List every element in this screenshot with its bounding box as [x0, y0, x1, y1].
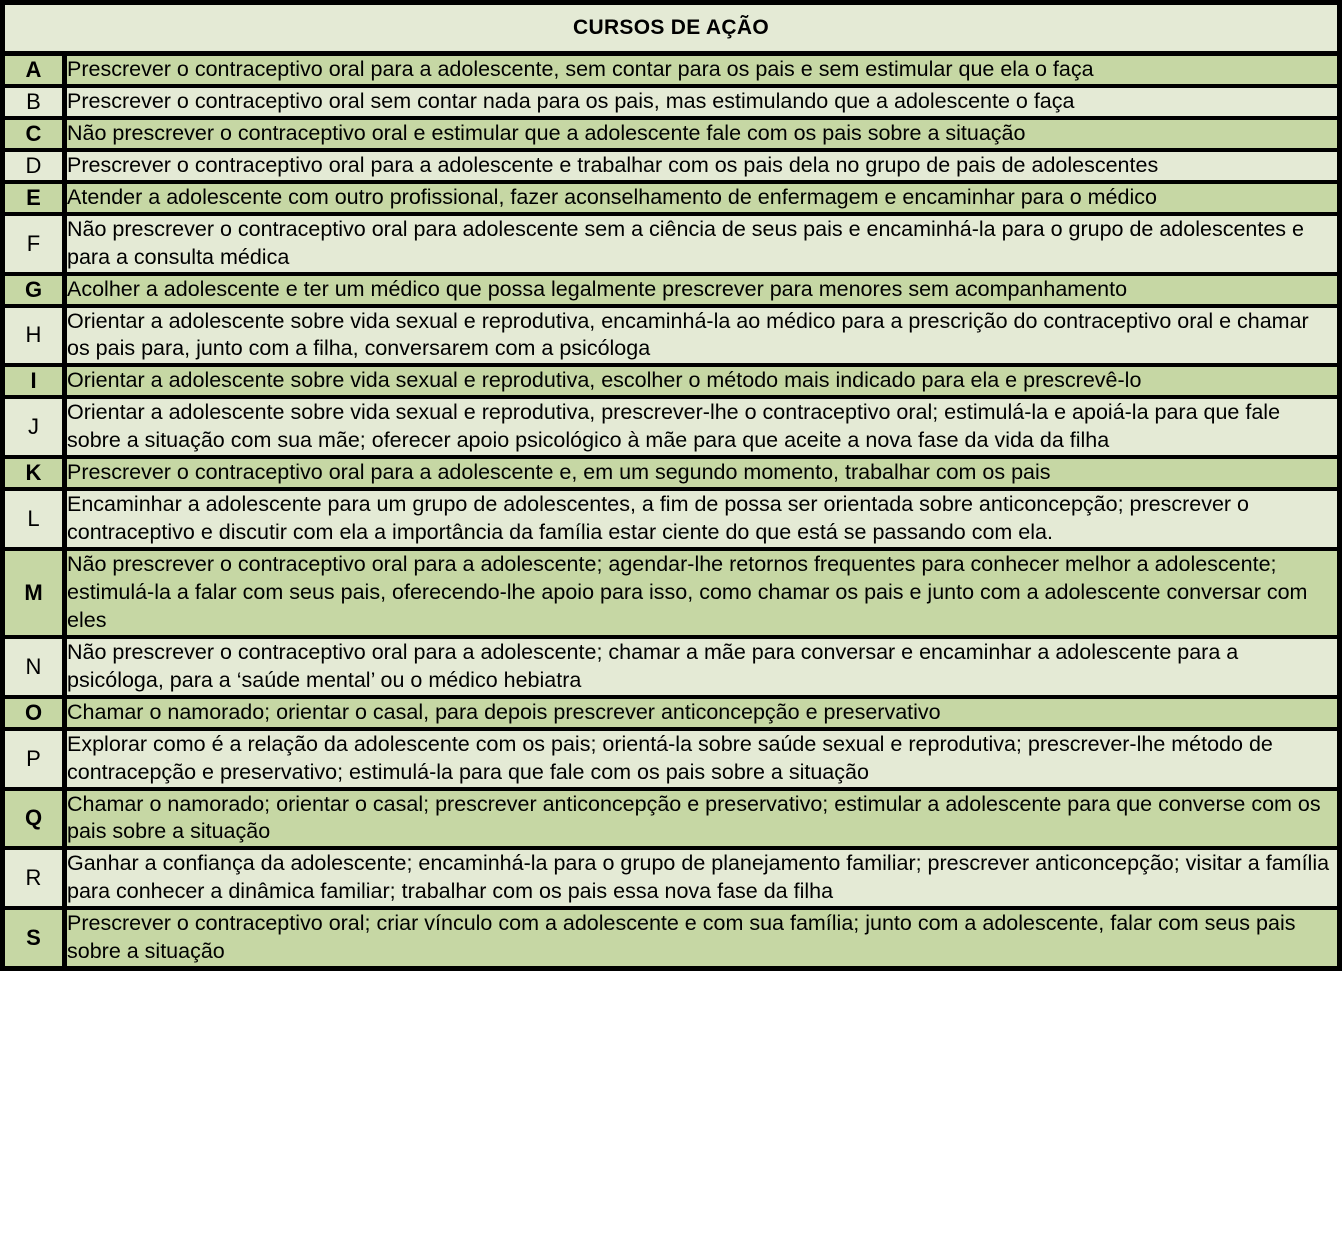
row-description: Orientar a adolescente sobre vida sexual e reprodutiva, escolher o método mais indicado para ela e prescrevê-lo [65, 365, 1340, 397]
table-row [3, 789, 1340, 849]
table-row [3, 365, 1340, 397]
row-description: Prescrever o contraceptivo oral para a adolescente e trabalhar com os pais dela no grupo de pais de adolescentes [65, 150, 1340, 182]
row-letter: E [3, 182, 65, 214]
row-letter: B [3, 86, 65, 118]
table-title: CURSOS DE AÇÃO [3, 3, 1340, 54]
row-description: Não prescrever o contraceptivo oral para a adolescente; chamar a mãe para conversar e encaminhar a adolescente para a psicóloga, para a ‘saúde mental’ ou o médico hebiatra [65, 637, 1340, 697]
row-letter: P [3, 729, 65, 789]
table-row [3, 908, 1340, 968]
table-row [3, 549, 1340, 637]
table-header-row [3, 3, 1340, 54]
row-letter: S [3, 908, 65, 968]
table-row [3, 54, 1340, 86]
row-letter: F [3, 214, 65, 274]
row-letter: D [3, 150, 65, 182]
table-row [3, 150, 1340, 182]
row-letter: K [3, 457, 65, 489]
table-body [3, 54, 1340, 969]
row-description: Orientar a adolescente sobre vida sexual e reprodutiva, prescrever-lhe o contraceptivo oral; estimulá-la e apoiá-la para que fale sobre a situação com sua mãe; oferecer apoio psicológico à mãe para que aceite a nova fase da vida da filha [65, 397, 1340, 457]
row-letter: I [3, 365, 65, 397]
table-row [3, 697, 1340, 729]
row-letter: O [3, 697, 65, 729]
table-row [3, 729, 1340, 789]
row-description: Acolher a adolescente e ter um médico que possa legalmente prescrever para menores sem acompanhamento [65, 274, 1340, 306]
row-letter: C [3, 118, 65, 150]
table-row [3, 86, 1340, 118]
row-description: Explorar como é a relação da adolescente com os pais; orientá-la sobre saúde sexual e reprodutiva; prescrever-lhe método de contracepção e preservativo; estimulá-la para que fale com os pais sobre a situação [65, 729, 1340, 789]
row-letter: A [3, 54, 65, 86]
row-description: Ganhar a confiança da adolescente; encaminhá-la para o grupo de planejamento familiar; prescrever anticoncepção; visitar a família para conhecer a dinâmica familiar; trabalhar com os pais essa nova fase da filha [65, 848, 1340, 908]
row-description: Chamar o namorado; orientar o casal, para depois prescrever anticoncepção e preservativo [65, 697, 1340, 729]
row-description: Encaminhar a adolescente para um grupo de adolescentes, a fim de possa ser orientada sobre anticoncepção; prescrever o contraceptivo e discutir com ela a importância da família estar ciente do que está se passando com ela. [65, 489, 1340, 549]
row-description: Prescrever o contraceptivo oral para a adolescente, sem contar para os pais e sem estimular que ela o faça [65, 54, 1340, 86]
row-letter: N [3, 637, 65, 697]
table-row [3, 274, 1340, 306]
table-row [3, 457, 1340, 489]
row-letter: R [3, 848, 65, 908]
row-description: Orientar a adolescente sobre vida sexual e reprodutiva, encaminhá-la ao médico para a prescrição do contraceptivo oral e chamar os pais para, junto com a filha, conversarem com a psicóloga [65, 306, 1340, 366]
table-row [3, 214, 1340, 274]
row-letter: L [3, 489, 65, 549]
row-description: Não prescrever o contraceptivo oral para a adolescente; agendar-lhe retornos frequentes para conhecer melhor a adolescente; estimulá-la a falar com seus pais, oferecendo-lhe apoio para isso, como chamar os pais e junto com a adolescente conversar com eles [65, 549, 1340, 637]
row-letter: Q [3, 789, 65, 849]
row-letter: M [3, 549, 65, 637]
row-description: Não prescrever o contraceptivo oral e estimular que a adolescente fale com os pais sobre a situação [65, 118, 1340, 150]
row-letter: G [3, 274, 65, 306]
table-head [3, 3, 1340, 54]
row-description: Prescrever o contraceptivo oral sem contar nada para os pais, mas estimulando que a adolescente o faça [65, 86, 1340, 118]
table-row [3, 118, 1340, 150]
row-letter: H [3, 306, 65, 366]
row-description: Prescrever o contraceptivo oral para a adolescente e, em um segundo momento, trabalhar com os pais [65, 457, 1340, 489]
table-row [3, 397, 1340, 457]
row-description: Chamar o namorado; orientar o casal; prescrever anticoncepção e preservativo; estimular a adolescente para que converse com os pais sobre a situação [65, 789, 1340, 849]
table-row [3, 489, 1340, 549]
row-description: Prescrever o contraceptivo oral; criar vínculo com a adolescente e com sua família; junto com a adolescente, falar com seus pais sobre a situação [65, 908, 1340, 968]
row-description: Não prescrever o contraceptivo oral para adolescente sem a ciência de seus pais e encaminhá-la para o grupo de adolescentes e para a consulta médica [65, 214, 1340, 274]
table-row [3, 848, 1340, 908]
table-row [3, 182, 1340, 214]
table-row [3, 306, 1340, 366]
row-letter: J [3, 397, 65, 457]
table-row [3, 637, 1340, 697]
row-description: Atender a adolescente com outro profissional, fazer aconselhamento de enfermagem e encaminhar para o médico [65, 182, 1340, 214]
